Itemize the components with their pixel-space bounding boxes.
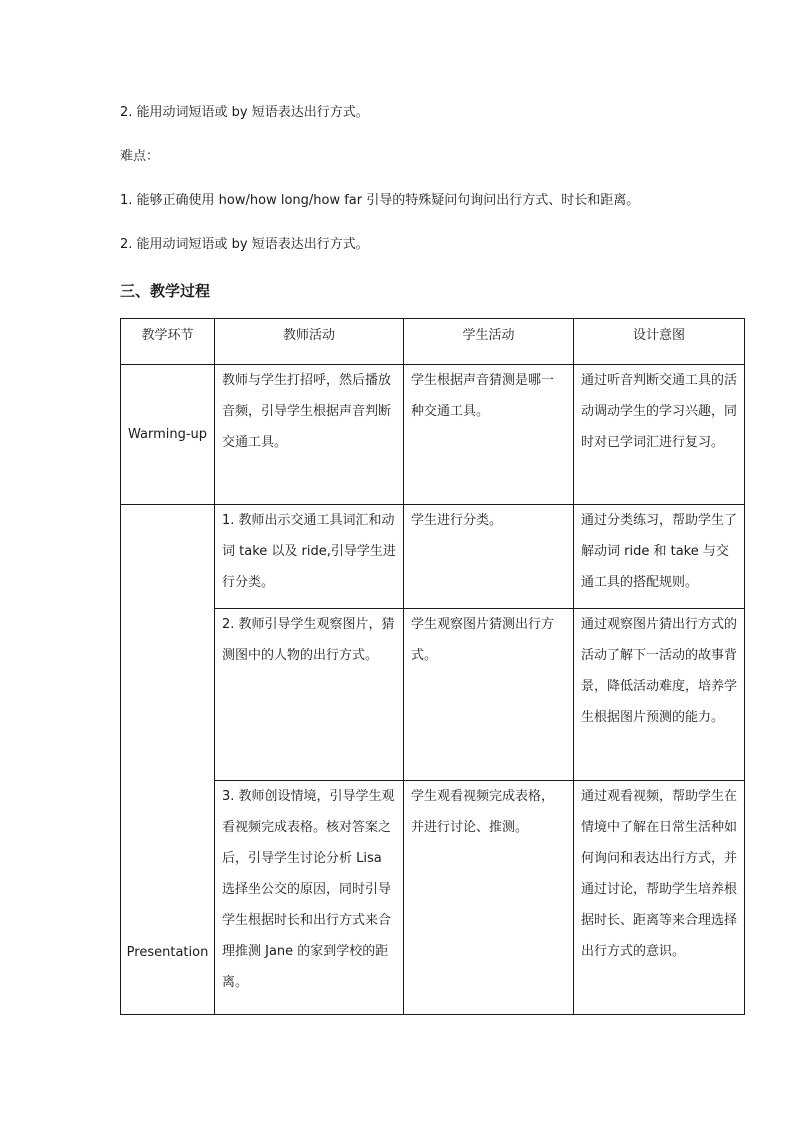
header-design-intent: 设计意图 [574,319,745,365]
design-intent-cell: 通过听音判断交通工具的活动调动学生的学习兴趣，同时对已学词汇进行复习。 [574,365,745,505]
header-teacher-activity: 教师活动 [215,319,404,365]
design-intent-cell: 通过分类练习，帮助学生了解动词 ride 和 take 与交通工具的搭配规则。 [574,505,745,609]
header-student-activity: 学生活动 [404,319,574,365]
table-row [121,365,745,505]
table-row [121,781,745,1015]
difficulty-line-1: 1. 能够正确使用 how/how long/how far 引导的特殊疑问句询问出行方式、时长和距离。 [120,193,640,208]
table-header-row [121,319,745,365]
goal-line-2: 2. 能用动词短语或 by 短语表达出行方式。 [120,105,369,120]
stage-cell [121,505,215,1015]
student-activity-cell: 学生根据声音猜测是哪一种交通工具。 [404,365,574,505]
student-activity-cell: 学生观看视频完成表格，并进行讨论、推测。 [404,781,574,1015]
table-row [121,505,745,609]
teacher-activity-cell: 教师与学生打招呼，然后播放音频，引导学生根据声音判断交通工具。 [215,365,404,505]
stage-cell: Warming-up [121,365,215,505]
design-intent-cell: 通过观察图片猜出行方式的活动了解下一活动的故事背景，降低活动难度，培养学生根据图片预测的能力。 [574,609,745,781]
teacher-activity-cell: 1. 教师出示交通工具词汇和动词 take 以及 ride,引导学生进行分类。 [215,505,404,609]
table-row [121,609,745,781]
design-intent-cell: 通过观看视频，帮助学生在情境中了解在日常生活种如何询问和表达出行方式，并通过讨论，帮助学生培养根据时长、距离等来合理选择出行方式的意识。 [574,781,745,1015]
section-title: 三、教学过程 [120,282,211,300]
header-stage: 教学环节 [121,319,215,365]
difficulty-label: 难点： [120,149,160,164]
stage-label: Presentation [126,945,209,960]
student-activity-cell: 学生进行分类。 [404,505,574,609]
teaching-process-table [120,318,745,1015]
teacher-activity-cell: 3. 教师创设情境，引导学生观看视频完成表格。核对答案之后，引导学生讨论分析 Lisa 选择坐公交的原因，同时引导学生根据时长和出行方式来合理推测 Jane 的家到学校的距离。 [215,781,404,1015]
teacher-activity-cell: 2. 教师引导学生观察图片，猜测图中的人物的出行方式。 [215,609,404,781]
difficulty-line-2: 2. 能用动词短语或 by 短语表达出行方式。 [120,237,369,252]
student-activity-cell: 学生观察图片猜测出行方式。 [404,609,574,781]
